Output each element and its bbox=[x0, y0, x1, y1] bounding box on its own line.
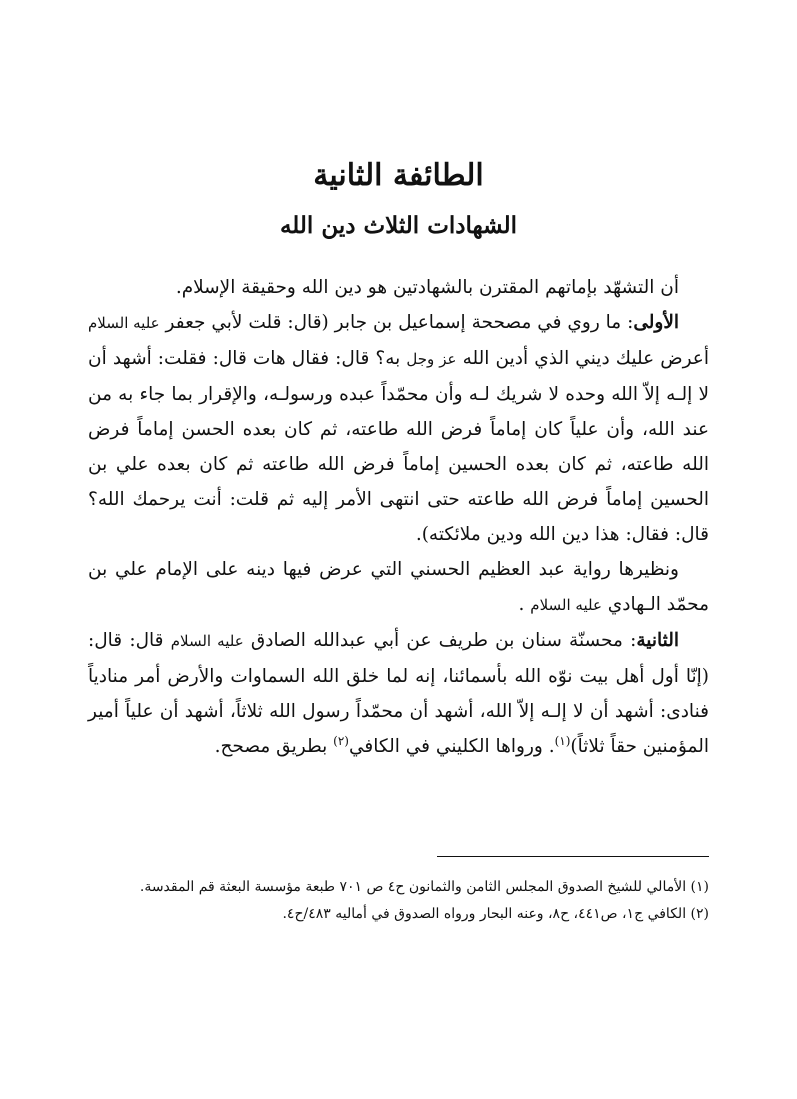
honorific-phrase: عليه السلام bbox=[88, 314, 160, 332]
similar-end: . bbox=[518, 594, 531, 615]
first-narration-paragraph bbox=[88, 305, 709, 552]
first-text-a: : ما روي في مصححة إسماعيل بن جابر (قال: قلت لأبي جعفر bbox=[159, 312, 634, 333]
second-narration-paragraph bbox=[88, 623, 709, 764]
intro-paragraph bbox=[88, 270, 709, 305]
footnote-ref-1[interactable]: (١) bbox=[554, 733, 571, 748]
footnote-1: (١) الأمالي للشيخ الصدوق المجلس الثامن والثمانون ح٤ ص ٧٠١ طبعة مؤسسة البعثة قم المقدسة. bbox=[139, 879, 709, 895]
footnotes bbox=[60, 874, 709, 928]
first-text-b: أعرض عليك ديني الذي أدين الله bbox=[456, 348, 709, 369]
body-text bbox=[88, 270, 709, 764]
first-label: الأولى bbox=[633, 312, 680, 333]
section-subtitle: الشهادات الثلاث دين الله bbox=[279, 212, 518, 239]
intro-text: أن التشهّد بإماتهم المقترن بالشهادتين هو دين الله وحقيقة الإسلام. bbox=[175, 277, 679, 298]
second-label: الثانية bbox=[636, 630, 679, 651]
second-text-b: قال: قال: (إنّا أول أهل بيت نوّه الله بأسمائنا، إنه لما خلق الله السماوات والأرض أمر منادياً فنادى: أشهد أن لا إلـه إلاّ الله، أشهد أن محمّداً رسول الله ثلاثاً، أشهد أن علياً أمير المؤمنين حقاً ثلاثاً) bbox=[88, 630, 709, 757]
second-text-c: . ورواها الكليني في الكافي bbox=[348, 736, 555, 757]
footnote-ref-2[interactable]: (٢) bbox=[333, 733, 349, 748]
first-text-c: به؟ قال: فقال هات قال: فقلت: أشهد أن لا إلـه إلاّ الله وحده لا شريك لـه وأن محمّداً عبده ورسولـه، والإقرار بما جاء به من عند الله، وأن علياً كان إماماً فرض الله طاعته، ثم كان بعده الحسن إماماً فرض الله طاعته، ثم كان بعده الحسين إماماً فرض الله طاعته ثم كان بعده علي بن الحسين إماماً فرض الله طاعته حتى انتهى الأمر إليه ثم قلت: أنت يرحمك الله؟ قال: فقال: هذا دين الله ودين ملائكته). bbox=[88, 348, 709, 545]
honorific-phrase: عليه السلام bbox=[530, 596, 602, 614]
honorific-phrase: عليه السلام bbox=[170, 632, 244, 650]
footnote-2: (٢) الكافي ج١، ص٤٤١، ح٨، وعنه البحار ورواه الصدوق في أماليه ٤٨٣/ح٤. bbox=[282, 906, 709, 922]
section-title: الطائفة الثانية bbox=[313, 158, 484, 193]
honorific-phrase: عز وجل bbox=[406, 350, 457, 368]
similar-text: ونظيرها رواية عبد العظيم الحسني التي عرض فيها دينه على الإمام علي بن محمّد الـهادي bbox=[88, 559, 709, 615]
second-text-d: بطريق مصحح. bbox=[214, 736, 334, 757]
second-text-a: : محسنّة سنان بن طريف عن أبي عبدالله الصادق bbox=[243, 630, 637, 651]
footnote-divider bbox=[437, 856, 709, 857]
similar-narration-paragraph bbox=[88, 552, 709, 623]
